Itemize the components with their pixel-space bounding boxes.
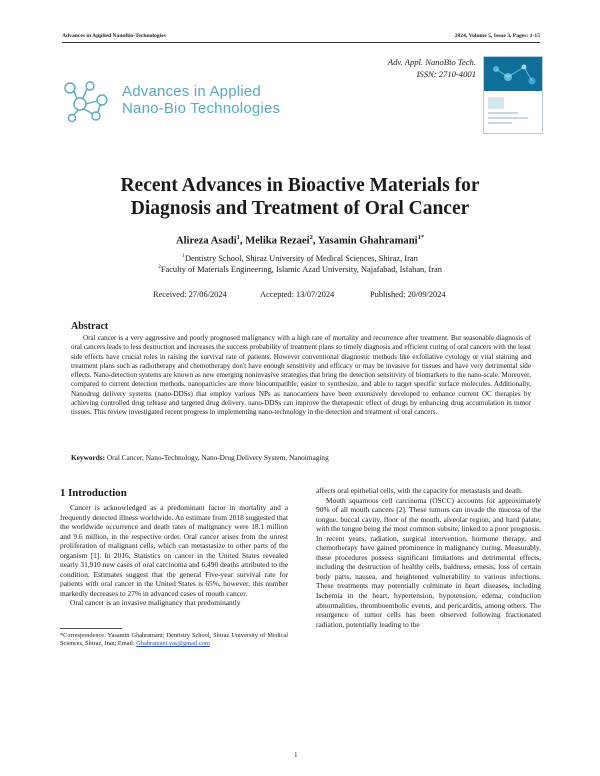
intro-left-column	[60, 503, 288, 608]
title-line-2: Diagnosis and Treatment of Oral Cancer	[130, 198, 470, 219]
published-date: Published: 20/09/2024	[370, 290, 446, 299]
affil-sup: 1	[182, 253, 185, 259]
abstract-heading: Abstract	[71, 321, 109, 332]
author-affil-sup: 2	[309, 234, 313, 241]
logo-text-line1: Advances in Applied	[122, 83, 261, 100]
abstract-text: Oral cancer is a very aggressive and poorly prognosed malignancy with a high rate of mortality and recurrence after treatment. But seasonable diagnosis of oral cancers leads to less destruction and increases the success probability of treatment plans so timely diagnosis and efficient curing of oral cancers with the least side effects have crucial roles in raising the survival rate of patients. However conventional diagnostic methods like exfoliative cytology or vital staining and treatment plans such as radiotherapy and chemotherapy don't have enough sensitivity and efficacy or may be invasive for tissues and have very detrimental side effects. Nano-detection systems are known as new emerging noninvasive strategies that bring the detection sensitivity of biomarkers to the nano-scale. Moreover, compared to current detection methods, nanoparticles are more biocompatible, easier to synthesize, and able to target specific surface molecules. Additionally, Nanodrug delivery systems (nano-DDSs) that employ various NPs as nanocarriers have been extensively developed to enhance current OC therapies by achieving controlled drug release and targeted drug delivery. nano-DDSs can improve the therapeutic effect of drugs by enhancing drug accumulation in tumor tissues. This review investigated recent progress in implementing nano-technology in the detection and treatment of oral cancers.	[71, 334, 531, 417]
author-list: Alireza Asadi$^1$, Melika Rezaei$^2$, Yasamin Ghahramani$^{1*}$	[175, 234, 425, 247]
affil-text: Dentistry School, Shiraz University of Medical Sciences, Shiraz, Iran	[184, 253, 418, 263]
section-heading-introduction: 1 Introduction	[60, 487, 127, 499]
journal-issn: ISSN: 2710-4001	[416, 69, 476, 79]
footnote-text: *Correspondence: Yasamin Ghahramani; Dentistry School, Shiraz University of Medical Sciences, Shiraz, Iran; Email:	[60, 632, 288, 648]
author-name: Melika Rezaei	[245, 235, 310, 247]
keywords-label: Keywords:	[71, 453, 106, 462]
paragraph: Mouth squamous cell carcinoma (OSCC) accounts for approximately 90% of all mouth cancers [2]. These tumors can invade the mucosa of the tongue, buccal cavity, floor of the mouth, alveolar region, and hard palate, with the tongue being the most common subsite, linked to a poor prognosis. In recent years, radiation, surgical intervention, hormone therapy, and chemotherapy have gained prominence in malignancy curing. Measurably, these procedures possess significant limitations and detrimental effects, including the destruction of healthy cells, baldness, emesis, loss of certain body parts, nausea, and heightened vulnerability to various infections. These treatments may potentially culminate in heart diseases, including Ischemia in the heart, hypertension, hypotension, edema, conduction abnormalities, thromboembolic events, and pericarditis, among others. The resurgence of tumor cells has been observed following fractionated radiation, potentially leading to the	[316, 495, 541, 629]
author-name: Alireza Asadi	[175, 235, 237, 247]
affil-text: Faculty of Materials Engineering, Islamic Azad University, Najafabad, Isfahan, Iran	[160, 264, 442, 274]
journal-cover-image	[483, 56, 543, 134]
correspondence-email-link[interactable]: Ghahramani.yas@gmail.com	[136, 640, 210, 648]
affiliation-1	[60, 253, 540, 263]
author-name: Yasamin Ghahramani	[317, 235, 418, 247]
paragraph: Cancer is acknowledged as a predominant factor in mortality and a frequently detected illness worldwide. An estimate from 2018 suggested that the worldwide occurrence and death rates of malignancy were 18.1 million and 9.6 million, in the respective order. Oral cancer arises from the unrest proliferation of malignant cells, which can metastasize to other parts of the organism [1]. In 2016, Statistics on cancer in the United States revealed nearly 31,910 new cases of oral carcinoma and 6,490 deaths attributed to the condition. Estimates suggest that the general Five-year survival rate for patients with oral cancer in the United States is 65%, however, this number markedly decreases to 27% in advanced cases of mouth cancer.	[60, 503, 288, 598]
abstract-body	[71, 334, 531, 418]
running-header-right: 2024, Volume 5, Issue 3, Pages: 1-15	[454, 33, 540, 39]
paragraph: Oral cancer is an invasive malignancy that predominantly	[70, 598, 241, 608]
correspondence-footnote	[60, 632, 288, 649]
affiliation-2	[60, 264, 540, 274]
running-header-left: Advances in Applied NanoBio-Technologies	[62, 33, 166, 39]
accepted-date: Accepted: 13/07/2024	[260, 290, 335, 299]
footnote-rule	[60, 628, 122, 629]
received-date: Received: 27/06/2024	[153, 290, 227, 299]
title-line-1: Recent Advances in Bioactive Materials for	[120, 175, 480, 196]
article-title	[60, 174, 540, 220]
paragraph: affects oral epithelial cells, with the capacity for metastasis and death.	[316, 486, 523, 495]
journal-abbrev: Adv. Appl. NanoBio Tech.	[387, 57, 476, 67]
page-number: 1	[294, 751, 298, 759]
intro-right-column	[316, 486, 541, 629]
author-affil-sup: 1	[236, 234, 240, 241]
affil-sup: 2	[158, 264, 161, 270]
author-affil-sup: 1*	[417, 234, 425, 241]
keywords-text: Oral Cancer, Nano-Technology, Nano-Drug Delivery System, Nanoimaging	[106, 453, 329, 462]
header-rule	[62, 42, 540, 43]
keywords	[71, 453, 329, 462]
logo-text-line2: Nano-Bio Technologies	[122, 100, 281, 117]
